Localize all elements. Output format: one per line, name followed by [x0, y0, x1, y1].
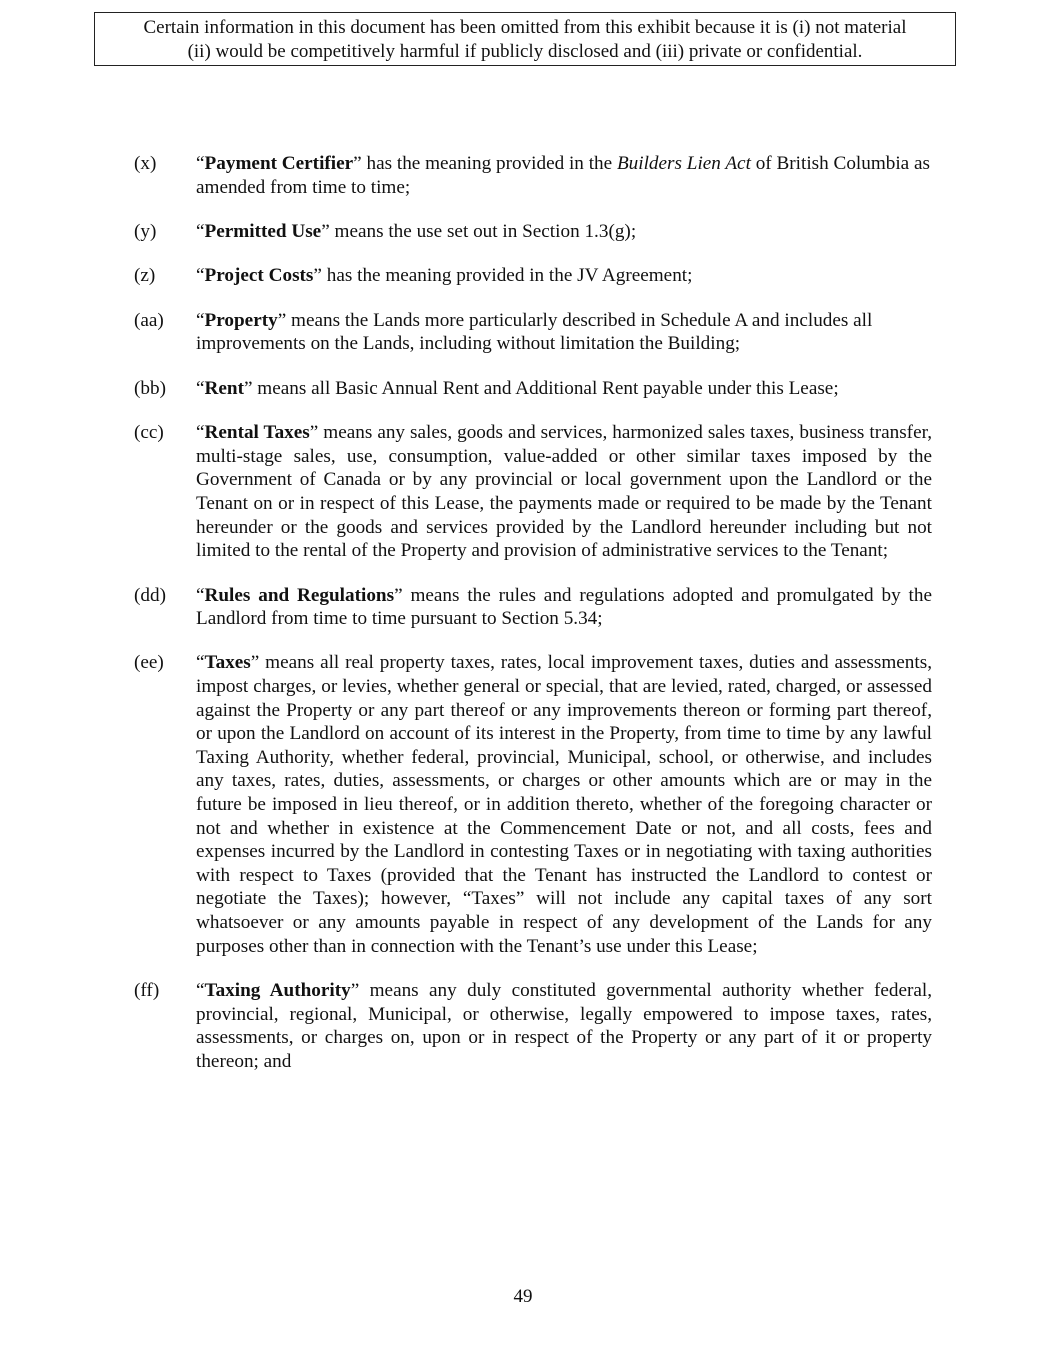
defined-term: Payment Certifier	[204, 153, 354, 174]
definition-body: “Permitted Use” means the use set out in Section 1.3(g);	[196, 220, 637, 242]
defined-term: Rules and Regulations	[204, 584, 395, 606]
defined-term: Project Costs	[204, 265, 314, 287]
definition-body: “Rental Taxes” means any sales, goods and services, harmonized sales taxes, business transfer, multi-stage sales, use, consumption, value-added or other similar taxes imposed by the Government of Canada or by any provincial or local government upon the Landlord or the Tenant on or in respect of this Lease, the payments made or required to be made by the Tenant hereunder or the goods and services provided by the Landlord hereunder including but not limited to the rental of the Property and provision of administrative services to the Tenant;	[196, 422, 933, 562]
definition-label: (ff)	[134, 980, 160, 1001]
definition-body: “Project Costs” has the meaning provided in the JV Agreement;	[196, 265, 693, 287]
definition-body: “Payment Certifier” has the meaning provided in the Builders Lien Act of British Columbia as amended from time to time;	[196, 153, 930, 198]
definitions-list	[134, 152, 932, 1094]
definition-label: (z)	[134, 265, 156, 287]
definition-project-costs	[134, 264, 932, 288]
definition-label: (y)	[134, 220, 157, 242]
definition-rental-taxes	[134, 421, 932, 563]
defined-term: Permitted Use	[204, 220, 322, 242]
definition-label: (dd)	[134, 584, 166, 606]
definition-body: “Rent” means all Basic Annual Rent and Additional Rent payable under this Lease;	[196, 377, 839, 399]
definition-label: (cc)	[134, 422, 164, 444]
definition-label: (x)	[134, 153, 157, 174]
defined-term: Taxing Authority	[204, 980, 351, 1001]
definition-label: (ee)	[134, 652, 164, 674]
definition-rules-and-regulations	[134, 584, 932, 631]
defined-term: Rental Taxes	[204, 422, 310, 444]
definition-payment-certifier	[134, 152, 932, 199]
definition-label: (aa)	[134, 309, 164, 331]
confidentiality-notice	[94, 12, 956, 66]
defined-term: Property	[204, 309, 278, 331]
definition-taxing-authority	[134, 979, 932, 1073]
definition-property	[134, 309, 932, 356]
definition-body: “Taxing Authority” means any duly constituted governmental authority whether federal, provincial, regional, Municipal, or otherwise, legally empowered to impose taxes, rates, assessments, or charges on, upon or in respect of the Property or any part of it or property thereon; and	[196, 980, 932, 1072]
page-number: 49	[513, 1286, 533, 1307]
notice-line-2: (ii) would be competitively harmful if publicly disclosed and (iii) private or confidential.	[187, 41, 863, 62]
statute-title: Builders Lien Act	[616, 153, 751, 174]
definition-rent	[134, 377, 932, 401]
definition-body: “Rules and Regulations” means the rules and regulations adopted and promulgated by the Landlord from time to time pursuant to Section 5.34;	[196, 584, 932, 630]
definition-label: (bb)	[134, 377, 166, 399]
notice-line-1: Certain information in this document has been omitted from this exhibit because it is (i) not material	[143, 17, 907, 38]
definition-permitted-use	[134, 220, 932, 244]
defined-term: Taxes	[204, 652, 251, 674]
definition-taxes	[134, 651, 932, 958]
definition-body: “Taxes” means all real property taxes, rates, local improvement taxes, duties and assessments, impost charges, or levies, whether general or special, that are levied, rated, charged, or assessed against the Property or any part thereof or any improvements thereon or forming part thereof, or upon the Landlord on account of its interest in the Property, from time to time by any lawful Taxing Authority, whether federal, provincial, Municipal, school, or otherwise, and includes any taxes, rates, duties, assessments, or charges or other amounts which are or may in the future be imposed in lieu thereof, or in addition thereto, whether of the foregoing character or not and whether in existence at the Commencement Date or not, and all costs, fees and expenses incurred by the Landlord in contesting Taxes or in negotiating with taxing authorities with respect to Taxes (provided that the Tenant has instructed the Landlord to contest or negotiate the Taxes); however, “Taxes” will not include any capital taxes of any sort whatsoever or any amounts payable in respect of any development of the Lands for any purposes other than in connection with the Tenant’s use under this Lease;	[196, 652, 932, 957]
definition-body: “Property” means the Lands more particularly described in Schedule A and includes all improvements on the Lands, including without limitation the Building;	[196, 309, 873, 355]
defined-term: Rent	[204, 377, 244, 399]
